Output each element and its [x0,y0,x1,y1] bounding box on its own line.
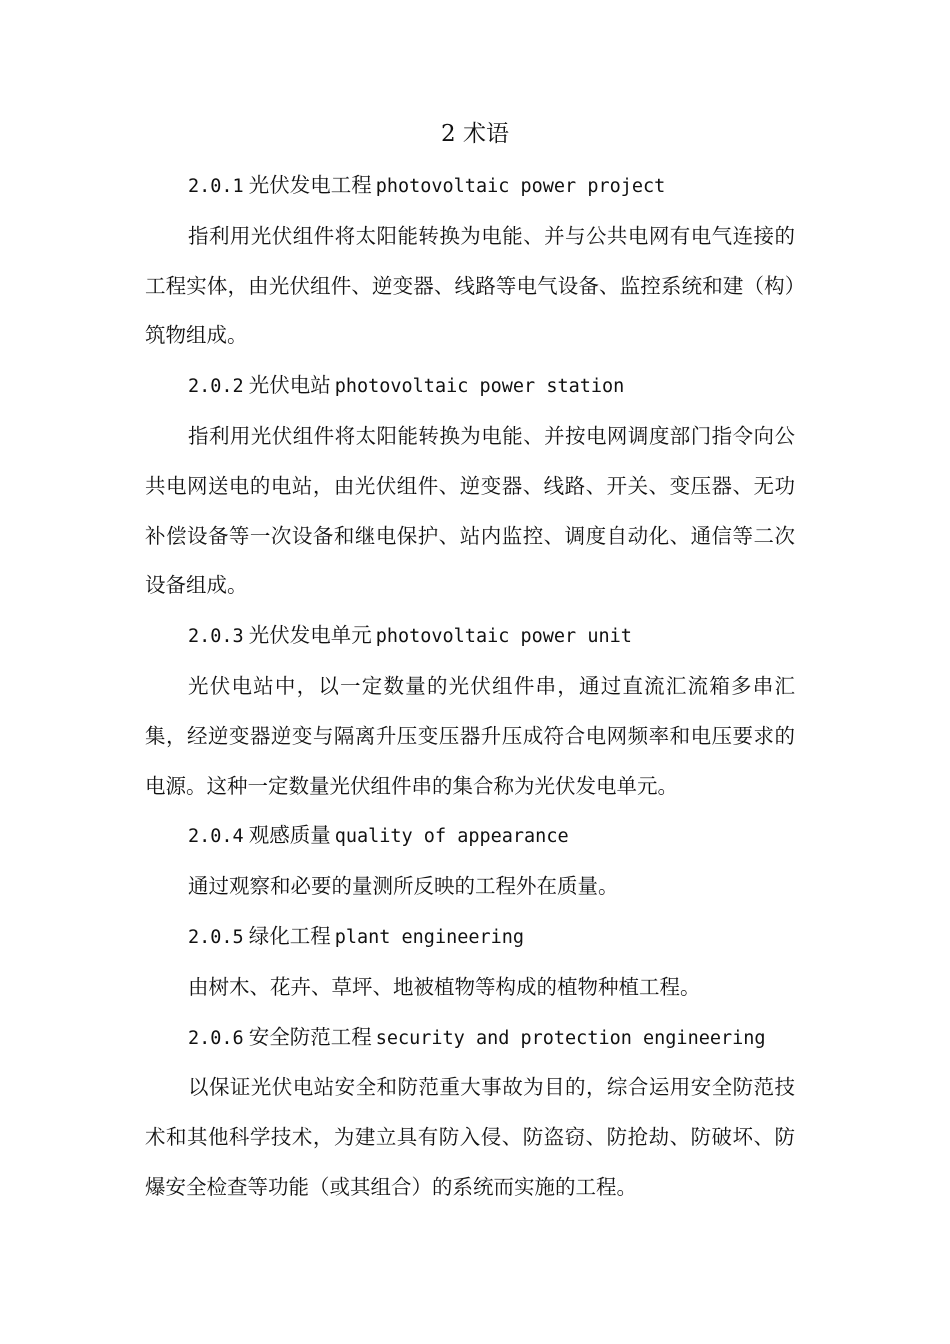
terms-list [145,161,795,1213]
term-name-zh: 安全防范工程 [248,1024,372,1049]
term-number: 2.0.4 [188,826,244,848]
term-name-en: security and protection engineering [375,1027,766,1049]
term-entry [145,361,795,611]
term-number: 2.0.6 [188,1027,244,1049]
term-name-zh: 观感质量 [248,823,331,848]
term-definition: 通过观察和必要的量测所反映的工程外在质量。 [188,874,619,899]
term-definition: 以保证光伏电站安全和防范重大事故为目的，综合运用安全防范技术和其他科学技术，为建立具有防入侵、防盗窃、防抢劫、防破坏、防爆安全检查等功能（或其组合）的系统而实施的工程。 [145,1075,795,1199]
term-entry [145,811,795,912]
term-number: 2.0.2 [188,376,244,398]
term-definition: 指利用光伏组件将太阳能转换为电能、并与公共电网有电气连接的工程实体，由光伏组件、逆变器、线路等电气设备、监控系统和建（构）筑物组成。 [145,223,795,348]
term-heading [145,161,795,212]
chapter-title: 2 术语 [441,121,509,147]
term-name-zh: 绿化工程 [248,923,331,948]
term-entry [145,1013,795,1213]
term-heading [145,912,795,963]
term-number: 2.0.5 [188,926,244,948]
term-heading [145,611,795,662]
term-number: 2.0.1 [188,176,244,197]
term-name-en: photovoltaic power project [375,176,666,197]
term-name-zh: 光伏电站 [248,373,331,398]
term-heading [145,811,795,862]
term-heading [145,361,795,412]
term-name-en: photovoltaic power station [334,376,625,398]
term-number: 2.0.3 [188,626,244,648]
term-definition: 指利用光伏组件将太阳能转换为电能、并按电网调度部门指令向公共电网送电的电站，由光伏组件、逆变器、线路、开关、变压器、无功补偿设备等一次设备和继电保护、站内监控、调度自动化、通信等二次设备组成。 [145,423,795,598]
term-name-en: plant engineering [334,926,525,948]
term-name-zh: 光伏发电工程 [248,173,372,197]
term-heading [145,1013,795,1064]
term-name-zh: 光伏发电单元 [248,623,372,648]
term-definition: 光伏电站中，以一定数量的光伏组件串，通过直流汇流箱多串汇集，经逆变器逆变与隔离升压变压器升压成符合电网频率和电压要求的电源。这种一定数量光伏组件串的集合称为光伏发电单元。 [145,673,795,798]
term-definition: 由树木、花卉、草坪、地被植物等构成的植物种植工程。 [188,974,701,999]
term-entry [145,912,795,1013]
term-entry [145,161,795,361]
term-name-en: quality of appearance [334,826,569,848]
term-entry [145,611,795,811]
term-name-en: photovoltaic power unit [375,626,632,648]
